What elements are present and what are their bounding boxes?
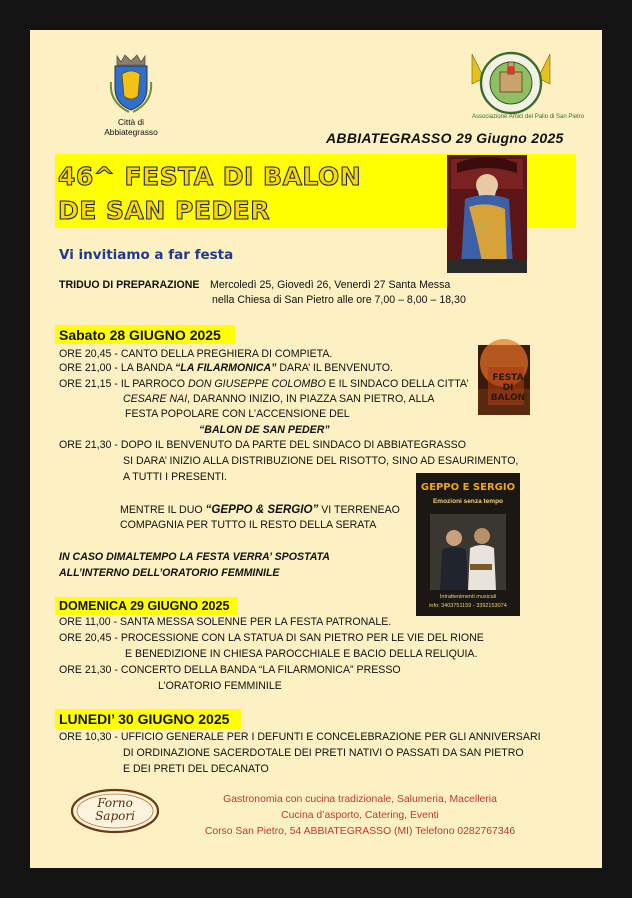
sat-line-8: SI DARA’ INIZIO ALLA DISTRIBUZIONE DEL RISOTTO, SINO AD ESAURIMENTO, [123,455,519,467]
sat-line-1: ORE 20,45 - CANTO DELLA PREGHIERA DI COMPIETA. [59,348,333,360]
sunday-heading: DOMENICA 29 GIUGNO 2025 [59,599,230,613]
poster-line-2: info: 3403751159 - 3392153074 [429,603,507,609]
sun-line-2: ORE 20,45 - PROCESSIONE CON LA STATUA DI SAN PIETRO PER LE VIE DEL RIONE [59,632,484,644]
mon-line-1: ORE 10,30 - UFFICIO GENERALE PER I DEFUNTI E CONCELEBRAZIONE PER GLI ANNIVERSARI [59,731,541,743]
city-caption-2: Abbiategrasso [104,127,158,137]
saturday-heading: Sabato 28 GIUGNO 2025 [59,327,221,343]
triduo-line-2: nella Chiesa di San Pietro alle ore 7,00 – 8,00 – 18,30 [212,294,466,306]
rain-notice-2: ALL’INTERNO DELL’ORATORIO FEMMINILE [59,567,280,579]
rain-notice-1: IN CASO DIMALTEMPO LA FESTA VERRA’ SPOSTATA [59,551,330,563]
sat-line-2: ORE 21,00 - LA BANDA “LA FILARMONICA” DARA’ IL BENVENUTO. [59,362,393,374]
poster-line-1: Intrattenimenti musicali [439,594,497,600]
subtitle: Vi invitiamo a far festa [59,247,234,263]
monday-heading: LUNEDI’ 30 GIUGNO 2025 [59,711,230,727]
sponsor-line-1: Gastronomia con cucina tradizionale, Salumeria, Macelleria [223,794,497,805]
mon-line-2: DI ORDINAZIONE SACERDOTALE DEI PRETI NATIVI O PASSATI DA SAN PIETRO [123,747,524,759]
sponsor-line-3: Corso San Pietro, 54 ABBIATEGRASSO (MI) Telefono 0282767346 [204,826,516,837]
event-date-line: ABBIATEGRASSO 29 Giugno 2025 [326,130,564,146]
sun-line-5: L’ORATORIO FEMMINILE [158,680,282,692]
sun-line-1: ORE 11,00 - SANTA MESSA SOLENNE PER LA FESTA PATRONALE. [59,616,392,628]
sat-line-6: “BALON DE SAN PEDER” [199,424,330,436]
sat-line-9: A TUTTI I PRESENTI. [123,471,227,483]
sponsor-logo-line-2: Sapori [95,809,135,823]
association-ring-text: Associazione Amici del Palio di San Pietro [472,114,585,120]
sat-line-10: MENTRE IL DUO “GEPPO & SERGIO” VI TERRENEAO [120,503,400,516]
poster-title: GEPPO E SERGIO [420,482,516,493]
sponsor-line-2: Cucina d’asporto, Catering, Eventi [281,810,439,821]
title-line-2: DE SAN PEDER [58,196,270,225]
sun-line-3: E BENEDIZIONE IN CHIESA PAROCCHIALE E BACIO DELLA RELIQUIA. [125,648,478,660]
city-caption-1: Città di [117,117,145,127]
title-line-1: 46^ FESTA DI BALON [58,162,362,191]
poster-subtitle: Emozioni senza tempo [432,498,504,505]
city-coat-of-arms-icon [109,52,153,114]
sat-line-3: ORE 21,15 - IL PARROCO DON GIUSEPPE COLOMBO E IL SINDACO DELLA CITTA’ [59,378,469,390]
sun-line-4: ORE 21,30 - CONCERTO DELLA BANDA “LA FILARMONICA” PRESSO [59,664,401,676]
sat-line-5: FESTA POPOLARE CON L’ACCENSIONE DEL [125,408,350,420]
triduo-line-1: Mercoledì 25, Giovedì 26, Venerdì 27 Santa Messa [210,279,451,291]
mon-line-3: E DEI PRETI DEL DECANATO [123,763,269,775]
sat-line-7: ORE 21,30 - DOPO IL BENVENUTO DA PARTE DEL SINDACO DI ABBIATEGRASSO [59,439,466,451]
balon-sign-text: FESTA DI BALON [490,373,526,403]
sat-line-11: COMPAGNIA PER TUTTO IL RESTO DELLA SERATA [120,519,377,531]
musicians-photo [430,514,506,590]
sat-line-4: CESARE NAI, DARANNO INIZIO, IN PIAZZA SAN PIETRO, ALLA [123,393,435,405]
triduo-label: TRIDUO DI PREPARAZIONE [59,279,200,291]
sponsor-logo-line-1: Forno [97,796,133,810]
saint-peter-statue-photo [447,155,527,273]
